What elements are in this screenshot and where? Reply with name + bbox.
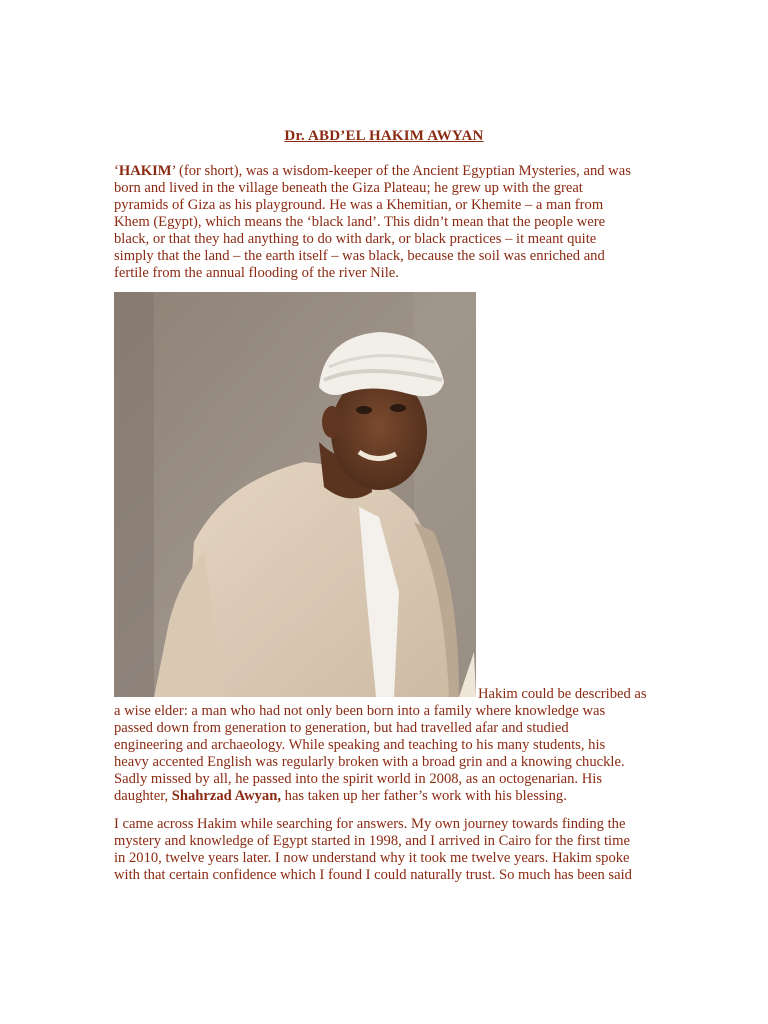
portrait-photo: [114, 292, 476, 697]
third-paragraph: [114, 816, 654, 884]
caption-start: Hakim could be described as: [478, 686, 647, 702]
intro-line: Khem (Egypt), which means the ‘black land’. This didn’t mean that the people were: [114, 214, 606, 230]
daughter-name: Shahrzad Awyan,: [171, 788, 281, 804]
body-line: in 2010, twelve years later. I now understand why it took me twelve years. Hakim spoke: [114, 850, 630, 866]
intro-paragraph: [114, 163, 654, 282]
name-highlight: HAKIM: [118, 163, 172, 179]
body-line: passed down from generation to generation, but had travelled afar and studied: [114, 720, 569, 736]
intro-line: ‘HAKIM’ (for short), was a wisdom-keeper of the Ancient Egyptian Mysteries, and was: [114, 163, 631, 179]
page-title: Dr. ABD’EL HAKIM AWYAN: [284, 128, 484, 144]
intro-line: born and lived in the village beneath the Giza Plateau; he grew up with the great: [114, 180, 583, 196]
intro-line: simply that the land – the earth itself – was black, because the soil was enriched and: [114, 248, 605, 264]
body-line: I came across Hakim while searching for answers. My own journey towards finding the: [114, 816, 626, 832]
intro-line: pyramids of Giza as his playground. He was a Khemitian, or Khemite – a man from: [114, 197, 604, 213]
body-line: Sadly missed by all, he passed into the spirit world in 2008, as an octogenarian. His: [114, 771, 602, 787]
body-line: engineering and archaeology. While speaking and teaching to his many students, his: [114, 737, 606, 753]
intro-line: black, or that they had anything to do with dark, or black practices – it meant quite: [114, 231, 597, 247]
body-line: heavy accented English was regularly broken with a broad grin and a knowing chuckle.: [114, 754, 625, 770]
intro-line: fertile from the annual flooding of the river Nile.: [114, 265, 399, 281]
body-line: a wise elder: a man who had not only been born into a family where knowledge was: [114, 703, 606, 719]
body-line: daughter, Shahrzad Awyan, has taken up her father’s work with his blessing.: [114, 788, 567, 804]
second-paragraph: [114, 703, 654, 805]
body-line: with that certain confidence which I found I could naturally trust. So much has been said: [114, 867, 632, 883]
body-line: mystery and knowledge of Egypt started in 1998, and I arrived in Cairo for the first time: [114, 833, 630, 849]
